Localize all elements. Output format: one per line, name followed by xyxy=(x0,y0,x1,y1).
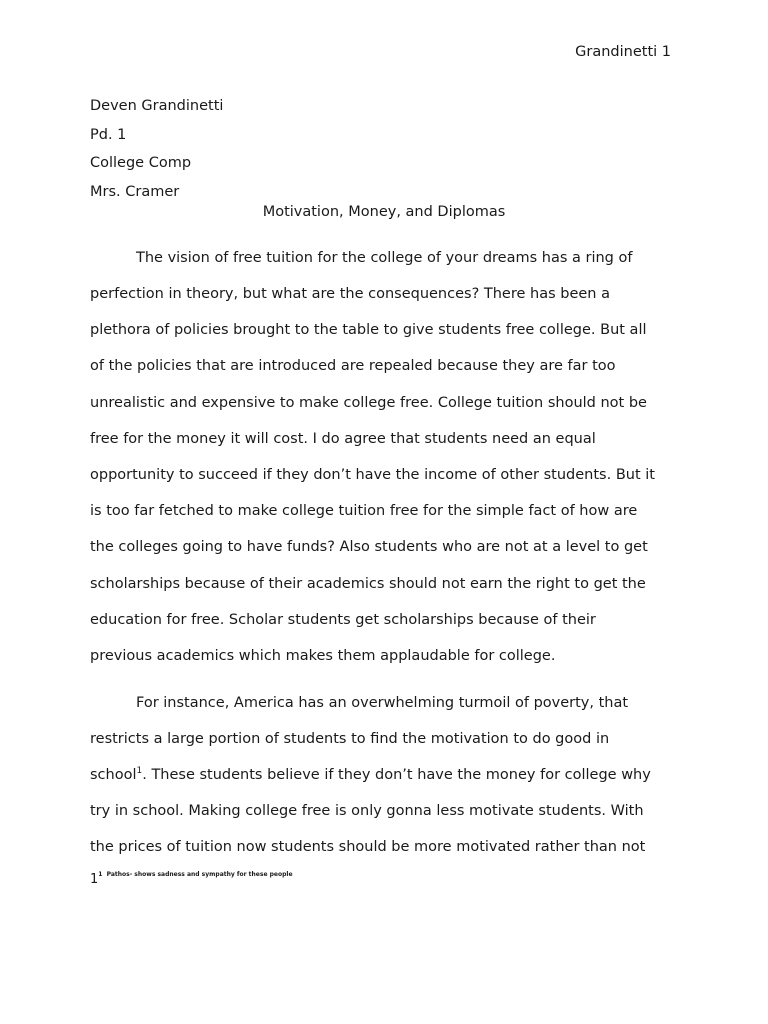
paragraph-1-line: free for the money it will cost. I do agree that students need an equal xyxy=(90,431,596,447)
paragraph-1-line: scholarships because of their academics should not earn the right to get the xyxy=(90,576,646,592)
paragraph-1-line: perfection in theory, but what are the consequences? There has been a xyxy=(90,286,610,302)
teacher-name: Mrs. Cramer xyxy=(90,183,180,200)
paragraph-1-line: the colleges going to have funds? Also students who are not at a level to get xyxy=(90,539,648,555)
footnote-reference[interactable]: 1 xyxy=(136,766,143,776)
paragraph-1-line: previous academics which makes them applaudable for college. xyxy=(90,648,556,664)
line-text: . These students believe if they don’t have the money for college why xyxy=(142,767,651,783)
paragraph-1-line: opportunity to succeed if they don’t have the income of other students. But it xyxy=(90,467,655,483)
paragraph-2-line: the prices of tuition now students should be more motivated rather than not xyxy=(90,839,646,855)
paragraph-1-line: education for free. Scholar students get scholarships because of their xyxy=(90,612,596,628)
paragraph-1-line: of the policies that are introduced are repealed because they are far too xyxy=(90,358,616,374)
course-name: College Comp xyxy=(90,155,192,171)
paragraph-2-line: try in school. Making college free is only gonna less motivate students. With xyxy=(90,803,644,819)
footnote-text: Pathos- shows sadness and sympathy for these people xyxy=(106,871,293,878)
paragraph-2-line: restricts a large portion of students to find the motivation to do good in xyxy=(90,731,610,747)
class-period: Pd. 1 xyxy=(90,126,127,143)
footnote-number: 1 xyxy=(90,872,99,887)
author-name: Deven Grandinetti xyxy=(90,98,224,114)
footnote-superscript: 1 xyxy=(98,871,103,878)
footnote xyxy=(90,872,293,887)
paragraph-1-line: plethora of policies brought to the table to give students free college. But all xyxy=(90,322,647,338)
heading-block xyxy=(90,92,223,206)
paragraph-1-line: is too far fetched to make college tuition free for the simple fact of how are xyxy=(90,503,638,519)
paragraph-2-line: For instance, America has an overwhelming turmoil of poverty, that xyxy=(136,695,629,711)
paragraph-1-line: The vision of free tuition for the college of your dreams has a ring of xyxy=(136,250,633,266)
line-text: school xyxy=(90,767,137,783)
essay-title: Motivation, Money, and Diplomas xyxy=(262,204,506,220)
running-header: Grandinetti 1 xyxy=(575,44,671,60)
paragraph-1-line: unrealistic and expensive to make college free. College tuition should not be xyxy=(90,395,647,411)
paragraph-2-line xyxy=(90,767,651,783)
